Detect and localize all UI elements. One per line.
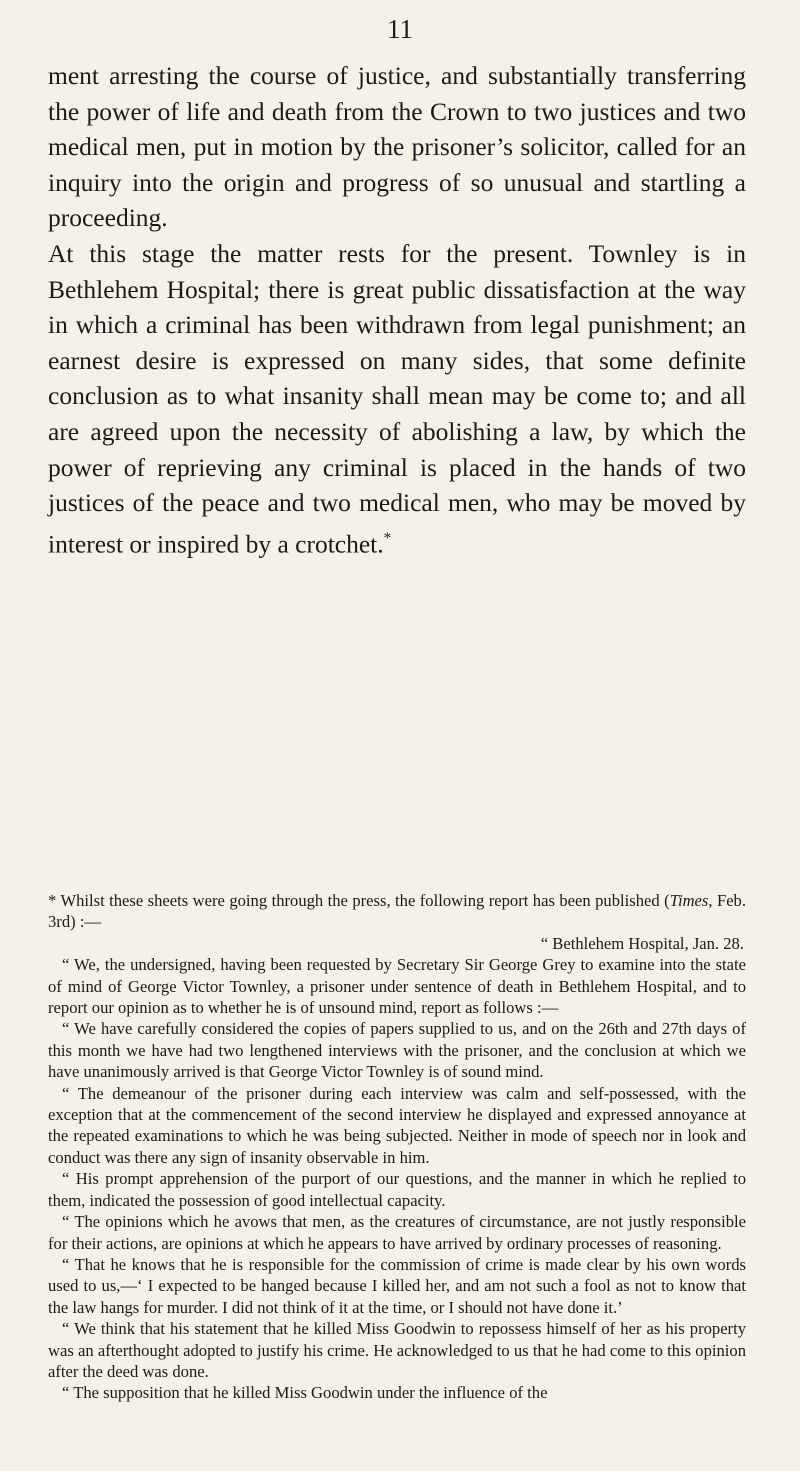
footnote-paragraph: “ We have carefully considered the copies of papers supplied to us, and on the 26th and 27th days of this month we have had two lengthened interviews with the prisoner, and the conclusion at which we have unanimously arrived is that George Victor Townley is of sound mind. <box>48 1019 746 1082</box>
footnote <box>48 890 746 1404</box>
footnote-paragraph: “ The opinions which he avows that men, as the creatures of circumstance, are not justly responsible for their actions, are opinions at which he appears to have arrived by ordinary processes of reasoning. <box>48 1212 746 1253</box>
footnote-source: Times <box>669 891 709 910</box>
footnote-paragraph: “ The demeanour of the prisoner during each interview was calm and self-possessed, with the exception that at the commencement of the second interview he displayed and expressed annoyance at the repeated examinations to which he was being subjected. Neither in mode of speech nor in look and conduct was there any sign of insanity observable in him. <box>48 1083 746 1167</box>
footnote-marker: * <box>383 529 392 547</box>
footnote-dateline: “ Bethlehem Hospital, Jan. 28. <box>540 933 744 953</box>
main-text <box>48 58 746 562</box>
footnote-intro-suffix: , Feb. 3rd) :— <box>48 891 747 932</box>
body-paragraph-2 <box>48 236 746 562</box>
footnote-intro <box>48 890 746 933</box>
footnote-paragraph: “ That he knows that he is responsible for the commission of crime is made clear by his own words used to us,—‘ I expected to be hanged because I killed her, and am not such a fool as not to know that the law hangs for murder. I did not think of it at the time, or I should not have done it.’ <box>48 1254 746 1317</box>
footnote-paragraph: “ We think that his statement that he killed Miss Goodwin to repossess himself of her as his property was an afterthought adopted to justify his crime. He acknowledged to us that he had come to this opinion after the deed was done. <box>48 1319 746 1381</box>
body-paragraph-2-text: At this stage the matter rests for the present. Townley is in Bethlehem Hospital; there is great public dissatisfaction at the way in which a criminal has been withdrawn from legal punishment; an earnest desire is expressed on many sides, that some definite conclusion as to what insanity shall mean may be come to; and all are agreed upon the necessity of abolishing a law, by which the power of reprieving any criminal is placed in the hands of two justices of the peace and two medical men, who may be moved by interest or inspired by a crotchet. <box>48 238 746 559</box>
footnote-paragraph: “ The supposition that he killed Miss Goodwin under the influence of the <box>62 1383 548 1403</box>
footnote-paragraph: “ His prompt apprehension of the purport of our questions, and the manner in which he replied to them, indicated the possession of good intellectual capacity. <box>48 1169 746 1210</box>
footnote-intro-prefix: * Whilst these sheets were going through the press, the following report has been published ( <box>48 891 670 910</box>
footnote-paragraph: “ We, the undersigned, having been requested by Secretary Sir George Grey to examine into the state of mind of George Victor Townley, a prisoner under sentence of death in Bethlehem Hospital, and to report our opinion as to whether he is of unsound mind, report as follows :— <box>48 955 746 1018</box>
body-paragraph-1: ment arresting the course of justice, and substantially transferring the power of life and death from the Crown to two justices and two medical men, put in motion by the prisoner’s solicitor, called for an inquiry into the origin and progress of so unusual and startling a proceeding. <box>48 61 746 233</box>
page-number: 11 <box>387 14 413 44</box>
